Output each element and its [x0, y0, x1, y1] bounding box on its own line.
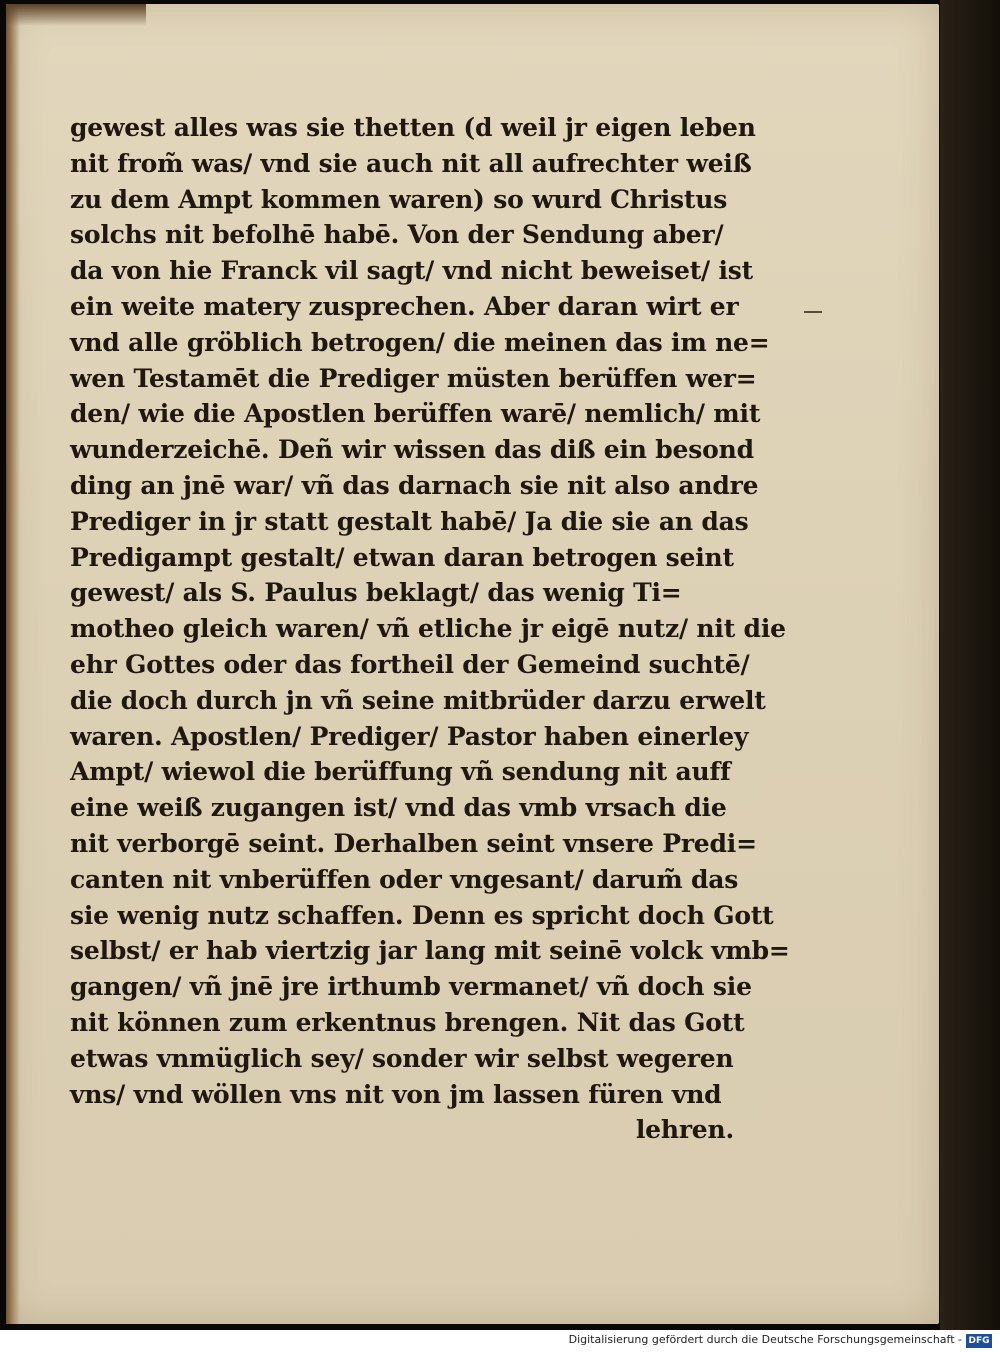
book-page [6, 4, 939, 1324]
text-line: motheo gleich waren/ vñ etliche jr eigē nutz/ nit die [70, 614, 786, 644]
text-line: gangen/ vñ jnē jre irthumb vermanet/ vñ doch sie [70, 972, 752, 1002]
text-line: eine weiß zugangen ist/ vnd das vmb vrsach die [70, 793, 727, 823]
text-line: ehr Gottes oder das fortheil der Gemeind suchtē/ [70, 649, 750, 679]
text-line: ding an jnē war/ vñ das darnach sie nit also andre [70, 470, 759, 500]
text-line: den/ wie die Apostlen berüffen warē/ nemlich/ mit [70, 399, 761, 429]
funding-credit: Digitalisierung gefördert durch die Deutsche Forschungsgemeinschaft - [568, 1333, 962, 1346]
scan-border-right [940, 0, 1000, 1330]
text-line: nit verborgē seint. Derhalben seint vnsere Predi= [70, 828, 757, 858]
text-line: wen Testamēt die Prediger müsten berüffen wer= [70, 363, 757, 393]
text-line: canten nit vnberüffen oder vngesant/ darum̃ das [70, 864, 739, 894]
text-line: wunderzeichē. Deñ wir wissen das diß ein besond [70, 435, 754, 465]
text-line: sie wenig nutz schaffen. Denn es spricht doch Gott [70, 900, 774, 930]
text-line: vnd alle gröblich betrogen/ die meinen das im ne= [70, 327, 770, 357]
text-line: gewest/ als S. Paulus beklagt/ das wenig Ti= [70, 578, 682, 608]
catchword-line: lehren. [635, 1115, 734, 1145]
page-binding-edge [6, 4, 20, 1324]
text-line: waren. Apostlen/ Prediger/ Pastor haben einerley [70, 721, 749, 751]
text-line: vns/ vnd wöllen vns nit von jm lassen füren vnd [70, 1079, 722, 1109]
text-line: Prediger in jr statt gestalt habē/ Ja die sie an das [70, 506, 749, 536]
text-line: die doch durch jn vñ seine mitbrüder darzu erwelt [70, 685, 766, 715]
page-top-stain [6, 4, 146, 26]
text-line: nit können zum erkentnus brengen. Nit das Gott [70, 1007, 745, 1037]
text-line: selbst/ er hab viertzig jar lang mit seinē volck vmb= [70, 936, 790, 966]
text-line: gewest alles was sie thetten (d weil jr eigen leben [70, 113, 756, 142]
text-line: etwas vnmüglich sey/ sonder wir selbst wegeren [70, 1043, 734, 1073]
text-line: solchs nit befolhē habē. Von der Sendung aber/ [70, 220, 724, 250]
footer-bar [0, 1330, 1000, 1352]
text-line: da von hie Franck vil sagt/ vnd nicht beweiset/ ist [70, 256, 754, 286]
text-line: nit from̃ was/ vnd sie auch nit all aufrechter weiß [70, 148, 752, 178]
margin-mark [804, 311, 822, 313]
text-line: ein weite matery zusprechen. Aber daran wirt er [70, 291, 739, 321]
text-line: zu dem Ampt kommen waren) so wurd Christus [70, 184, 728, 214]
text-line: Ampt/ wiewol die berüffung vñ sendung nit auff [70, 757, 731, 787]
page-text [70, 110, 790, 1148]
text-line: Predigampt gestalt/ etwan daran betrogen seint [70, 542, 734, 572]
dfg-logo[interactable]: DFG [966, 1334, 992, 1348]
